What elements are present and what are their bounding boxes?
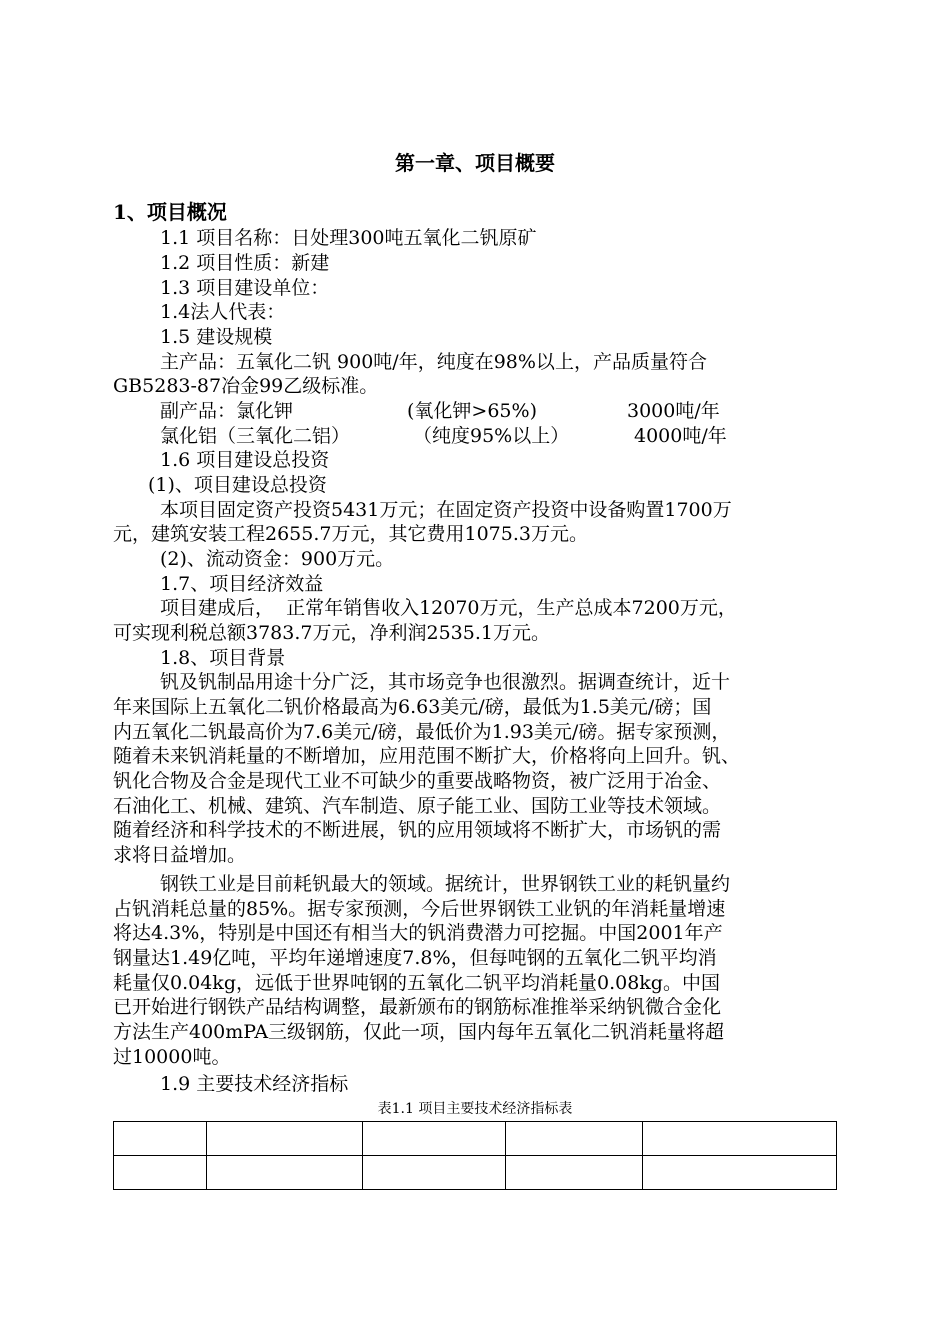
- table-row: [114, 1122, 837, 1156]
- text-line: 氯化铝（三氧化二铝）: [160, 425, 351, 447]
- text-line: (2)、流动资金：900万元。: [160, 548, 395, 570]
- table-row: [114, 1156, 837, 1190]
- byproduct-kcl-spec: (氧化钾>65%): [407, 400, 537, 422]
- table-cell: [506, 1122, 643, 1156]
- text-line: 主产品：五氧化二钒 900吨/年，纯度在98%以上，产品质量符合: [160, 351, 707, 373]
- text-line: 项目建成后， 正常年销售收入12070万元，生产总成本7200万元，: [160, 597, 737, 619]
- text-line: 年来国际上五氧化二钒价格最高为6.63美元/磅，最低为1.5美元/磅；国: [113, 696, 712, 718]
- text-line: 副产品：氯化钾: [160, 400, 294, 422]
- table-cell: [114, 1122, 207, 1156]
- text-line: 方法生产400mPA三级钢筋，仅此一项，国内每年五氧化二钒消耗量将超: [113, 1021, 725, 1043]
- table-cell: [506, 1156, 643, 1190]
- text-line: 可实现利税总额3783.7万元，净利润2535.1万元。: [113, 622, 550, 644]
- text-line: 石油化工、机械、建筑、汽车制造、原子能工业、国防工业等技术领域。: [113, 795, 722, 817]
- text-line: 1.7、项目经济效益: [160, 573, 324, 595]
- text-line: 随着未来钒消耗量的不断增加，应用范围不断扩大，价格将向上回升。钒、: [113, 745, 741, 767]
- text-line: 占钒消耗总量的85%。据专家预测，今后世界钢铁工业钒的年消耗量增速: [113, 898, 726, 920]
- table-cell: [363, 1156, 506, 1190]
- text-line: 本项目固定资产投资5431万元；在固定资产投资中设备购置1700万: [160, 499, 732, 521]
- text-line: 随着经济和科学技术的不断进展，钒的应用领域将不断扩大，市场钒的需: [113, 819, 722, 841]
- byproduct-alcl-qty: 4000吨/年: [634, 425, 727, 447]
- text-line: 内五氧化二钒最高价为7.6美元/磅，最低价为1.93美元/磅。据专家预测，: [113, 721, 731, 743]
- section-heading: 1、项目概况: [113, 200, 227, 224]
- table-cell: [114, 1156, 207, 1190]
- text-line: 1.6 项目建设总投资: [160, 449, 330, 471]
- text-line: 元，建筑安装工程2655.7万元，其它费用1075.3万元。: [113, 523, 588, 545]
- byproduct-kcl-qty: 3000吨/年: [627, 400, 720, 422]
- text-line: 过10000吨。: [113, 1046, 231, 1068]
- text-line: GB5283-87冶金99乙级标准。: [113, 375, 379, 397]
- text-line: 钒及钒制品用途十分广泛，其市场竞争也很激烈。据调查统计，近十: [160, 671, 731, 693]
- text-line: 1.2 项目性质：新建: [160, 252, 330, 274]
- text-line: 已开始进行钢铁产品结构调整，最新颁布的钢筋标准推举采纳钒微合金化: [113, 996, 722, 1018]
- byproduct-alcl-spec: （纯度95%以上）: [413, 425, 570, 447]
- table-caption: 表1.1 项目主要技术经济指标表: [377, 1101, 573, 1117]
- text-line: 1.1 项目名称：日处理300吨五氧化二钒原矿: [160, 227, 537, 249]
- text-line: 1.5 建设规模: [160, 326, 273, 348]
- text-line: 1.4法人代表：: [160, 301, 286, 323]
- text-line: 将达4.3%，特别是中国还有相当大的钒消费潜力可挖掘。中国2001年产: [113, 922, 723, 944]
- chapter-title: 第一章、项目概要: [395, 151, 555, 175]
- text-line: 耗量仅0.04kg，远低于世界吨钢的五氧化二钒平均消耗量0.08kg。中国: [113, 972, 720, 994]
- text-line: (1)、项目建设总投资: [148, 474, 327, 496]
- table-cell: [643, 1156, 837, 1190]
- text-line: 钢量达1.49亿吨，平均年递增速度7.8%，但每吨钢的五氧化二钒平均消: [113, 947, 717, 969]
- text-line: 1.9 主要技术经济指标: [160, 1073, 349, 1095]
- table-cell: [363, 1122, 506, 1156]
- text-line: 钢铁工业是目前耗钒最大的领域。据统计，世界钢铁工业的耗钒量约: [160, 873, 731, 895]
- text-line: 钒化合物及合金是现代工业不可缺少的重要战略物资，被广泛用于冶金、: [113, 770, 722, 792]
- text-line: 求将日益增加。: [113, 844, 247, 866]
- table-cell: [207, 1122, 363, 1156]
- indicator-table: [113, 1121, 837, 1190]
- text-line: 1.3 项目建设单位：: [160, 277, 330, 299]
- text-line: 1.8、项目背景: [160, 647, 286, 669]
- table-cell: [207, 1156, 363, 1190]
- table-cell: [643, 1122, 837, 1156]
